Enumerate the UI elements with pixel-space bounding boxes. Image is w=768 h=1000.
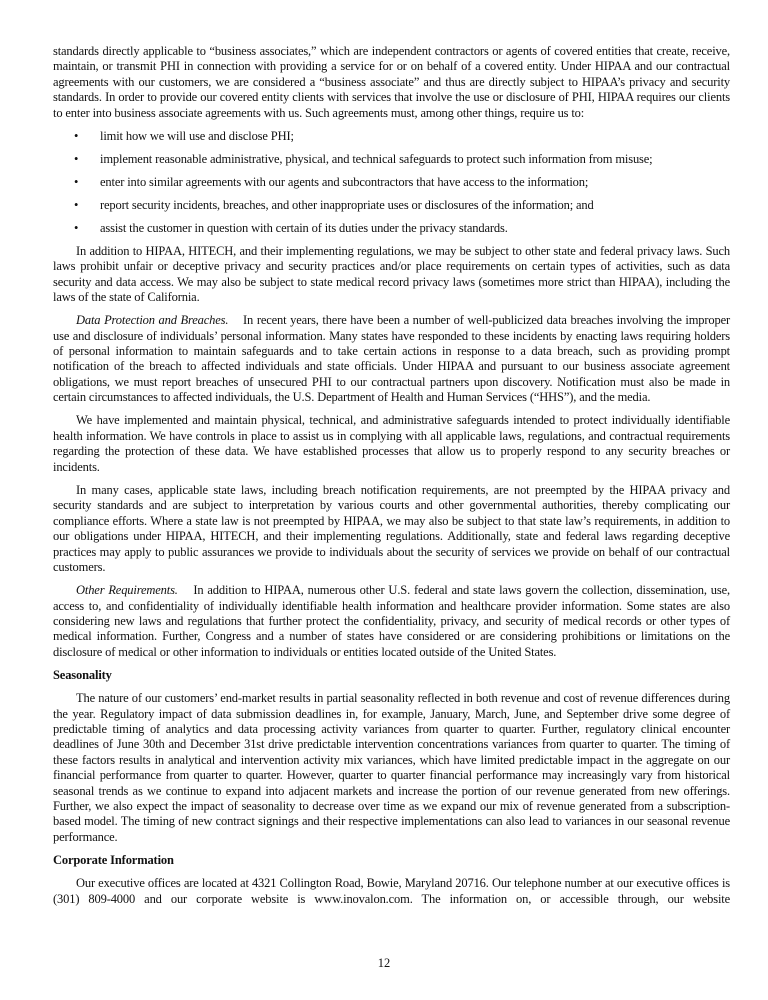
run-in-heading: Other Requirements.	[76, 583, 178, 598]
paragraph: We have implemented and maintain physical, technical, and administrative safeguards intended to protect individually identifiable health information. We have controls in place to assist us in complying with all applicable laws, regulations, and contractual requirements regarding the protection of these data. We have established processes that allow us to properly respond to any security breaches or incidents.	[53, 413, 730, 474]
bullet-icon: •	[74, 197, 79, 212]
bullet-icon: •	[74, 151, 79, 166]
bullet-icon: •	[74, 174, 79, 189]
paragraph	[53, 313, 730, 405]
section-heading: Seasonality	[53, 667, 112, 682]
document-body	[53, 44, 730, 915]
list-item-text: enter into similar agreements with our agents and subcontractors that have access to the information;	[100, 174, 589, 189]
paragraph: Our executive offices are located at 4321 Collington Road, Bowie, Maryland 20716. Our telephone number at our executive offices is (301) 809-4000 and our corporate website is www.inovalon.com. The information on, or accessible through, our website	[53, 876, 730, 906]
paragraph	[53, 583, 730, 660]
bullet-icon: •	[74, 128, 79, 143]
list-item-text: report security incidents, breaches, and other inappropriate uses or disclosures of the information; and	[100, 197, 594, 212]
paragraph-text: In recent years, there have been a number of well-publicized data breaches involving the improper use and disclosure of individuals’ personal information. Many states have responded to these incidents by enacting laws requiring holders of personal information to maintain safeguards and to take certain actions in response to a data breach, such as providing prompt notification of the breach to affected individuals and state officials. Under HIPAA and pursuant to our business associate agreement obligations, we must report breaches of unsecured PHI to our contractual partners upon discovery. Notification must also be made in certain circumstances to affected individuals, the U.S. Department of Health and Human Services (“HHS”), and the media.	[53, 313, 731, 405]
list-item-text: implement reasonable administrative, physical, and technical safeguards to protect such information from misuse;	[100, 151, 653, 166]
bullet-list	[53, 129, 730, 236]
section-heading: Corporate Information	[53, 853, 174, 868]
list-item-text: assist the customer in question with certain of its duties under the privacy standards.	[100, 220, 508, 235]
list-item	[53, 152, 730, 167]
list-item	[53, 129, 730, 144]
run-in-heading: Data Protection and Breaches.	[76, 313, 229, 328]
bullet-icon: •	[74, 220, 79, 235]
list-item	[53, 221, 730, 236]
paragraph-text: In addition to HIPAA, numerous other U.S. federal and state laws govern the collection, dissemination, use, access to, and confidentiality of individually identifiable health information and healthcare provider information. Some states are also considering new laws and regulations that further protect the confidentiality, privacy, and security of medical records or other types of medical information. Further, Congress and a number of states have considered or are considering prohibitions or limitations on the disclosure of medical or other information to individuals or entities located outside of the United States.	[53, 583, 730, 659]
list-item-text: limit how we will use and disclose PHI;	[100, 128, 294, 143]
paragraph: In addition to HIPAA, HITECH, and their implementing regulations, we may be subject to other state and federal privacy laws. Such laws prohibit unfair or deceptive privacy and security practices and/or place requirements on certain types of activities, such as data security and data access. We may also be subject to state medical record privacy laws (sometimes more strict than HIPAA), including the laws of the state of California.	[53, 243, 730, 305]
list-item	[53, 175, 730, 190]
paragraph: The nature of our customers’ end-market results in partial seasonality reflected in both revenue and cost of revenue differences during the year. Regulatory impact of data submission deadlines in, for example, January, March, June, and September drive some degree of predictable timing of analytics and data processing activity variances from quarter to quarter. Further, regulatory clinical encounter deadlines of June 30th and December 31st drive predictable intervention concentrations variances from quarter to quarter. The timing of these factors results in analytical and intervention activity mix variances, which have limited predictable impact in the aggregate on our financial performance from quarter to quarter. However, quarter to quarter financial performance may increasingly vary from historical seasonal trends as we continue to expand into adjacent markets and increase the portion of our revenue generated from new offerings. Further, we also expect the impact of seasonality to decrease over time as we expand our mix of revenue generated from a subscription-based model. The timing of new contract signings and their respective implementations can also lead to variances in our seasonal revenue performance.	[53, 691, 730, 844]
paragraph: In many cases, applicable state laws, including breach notification requirements, are not preempted by the HIPAA privacy and security standards and are subject to interpretation by various courts and other governmental authorities, thereby complicating our compliance efforts. Where a state law is not preempted by HIPAA, we may also be subject to that state law’s requirements, in addition to our obligations under HIPAA, HITECH, and their implementing regulations. Additionally, state and federal laws regarding deceptive practices may apply to public assurances we provide to individuals about the security of services we provide on behalf of our contractual customers.	[53, 482, 730, 574]
list-item	[53, 198, 730, 213]
paragraph: standards directly applicable to “business associates,” which are independent contractors or agents of covered entities that create, receive, maintain, or transmit PHI in connection with providing a service for or on behalf of a covered entity. Under HIPAA and our contractual agreements with our customers, we are considered a “business associate” and thus are directly subject to HIPAA’s privacy and security standards. In order to provide our covered entity clients with services that involve the use or disclosure of PHI, HIPAA requires our clients to enter into business associate agreements with us. Such agreements must, among other things, require us to:	[53, 44, 730, 120]
page-number: 12	[377, 956, 391, 970]
